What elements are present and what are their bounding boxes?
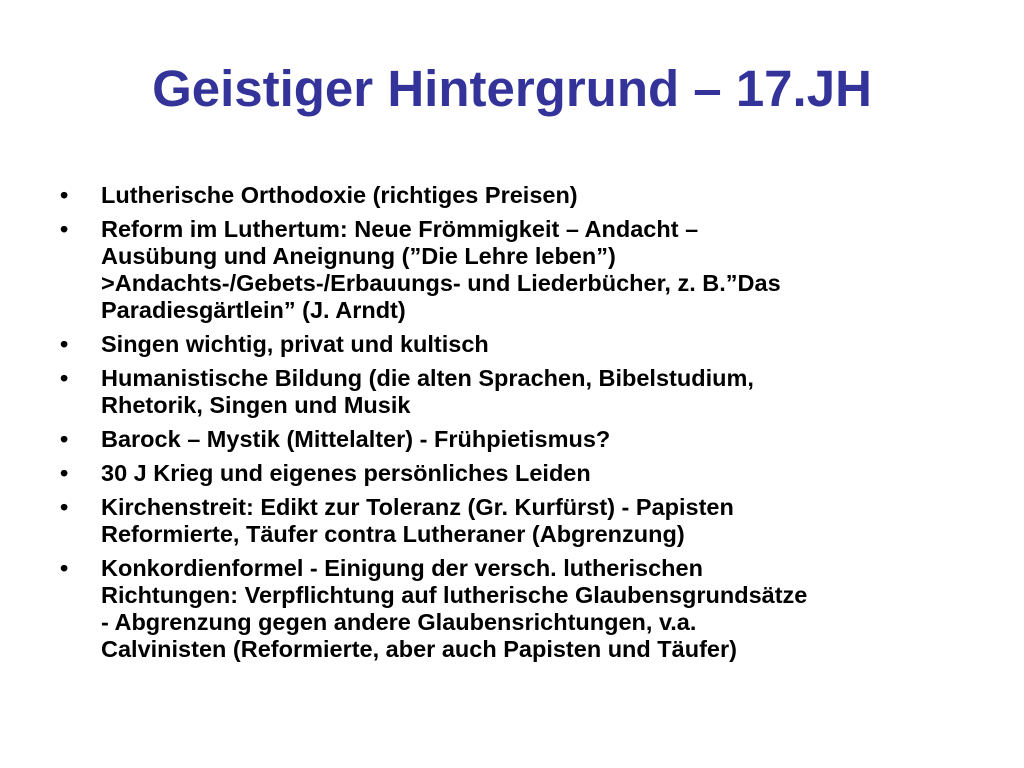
bullet-item <box>60 460 970 487</box>
slide-title: Geistiger Hintergrund – 17.JH <box>152 60 872 117</box>
bullet-icon: • <box>60 331 69 357</box>
bullet-icon: • <box>60 460 69 486</box>
bullet-text: 30 J Krieg und eigenes persönliches Leiden <box>101 460 591 486</box>
bullet-text: Humanistische Bildung (die alten Sprachen, Bibelstudium, Rhetorik, Singen und Musik <box>101 365 754 418</box>
bullet-icon: • <box>60 365 69 391</box>
bullet-icon: • <box>60 182 69 208</box>
bullet-icon: • <box>60 555 69 581</box>
bullet-item <box>60 331 970 358</box>
bullet-item <box>60 182 970 209</box>
bullet-text: Konkordienformel - Einigung der versch. lutherischen Richtungen: Verpflichtung auf lutherische Glaubensgrundsätze - Abgrenzung gegen andere Glaubensrichtungen, v.a. Calvinisten (Reformierte, aber auch Papisten und Täufer) <box>101 555 808 662</box>
bullet-icon: • <box>60 494 69 520</box>
bullet-list <box>60 182 970 670</box>
bullet-icon: • <box>60 426 69 452</box>
bullet-item <box>60 216 970 324</box>
bullet-icon: • <box>60 216 69 242</box>
bullet-text: Reform im Luthertum: Neue Frömmigkeit – Andacht – Ausübung und Aneignung (”Die Lehre leben”) >Andachts-/Gebets-/Erbauungs- und Liederbücher, z. B.”Das Paradiesgärtlein” (J. Arndt) <box>101 216 781 323</box>
bullet-text: Barock – Mystik (Mittelalter) - Frühpietismus? <box>101 426 611 452</box>
bullet-item <box>60 426 970 453</box>
bullet-text: Lutherische Orthodoxie (richtiges Preisen) <box>101 182 578 208</box>
bullet-item <box>60 494 970 548</box>
bullet-item <box>60 365 970 419</box>
bullet-text: Singen wichtig, privat und kultisch <box>101 331 489 357</box>
bullet-item <box>60 555 970 663</box>
bullet-text: Kirchenstreit: Edikt zur Toleranz (Gr. Kurfürst) - Papisten Reformierte, Täufer contra Lutheraner (Abgrenzung) <box>101 494 734 547</box>
